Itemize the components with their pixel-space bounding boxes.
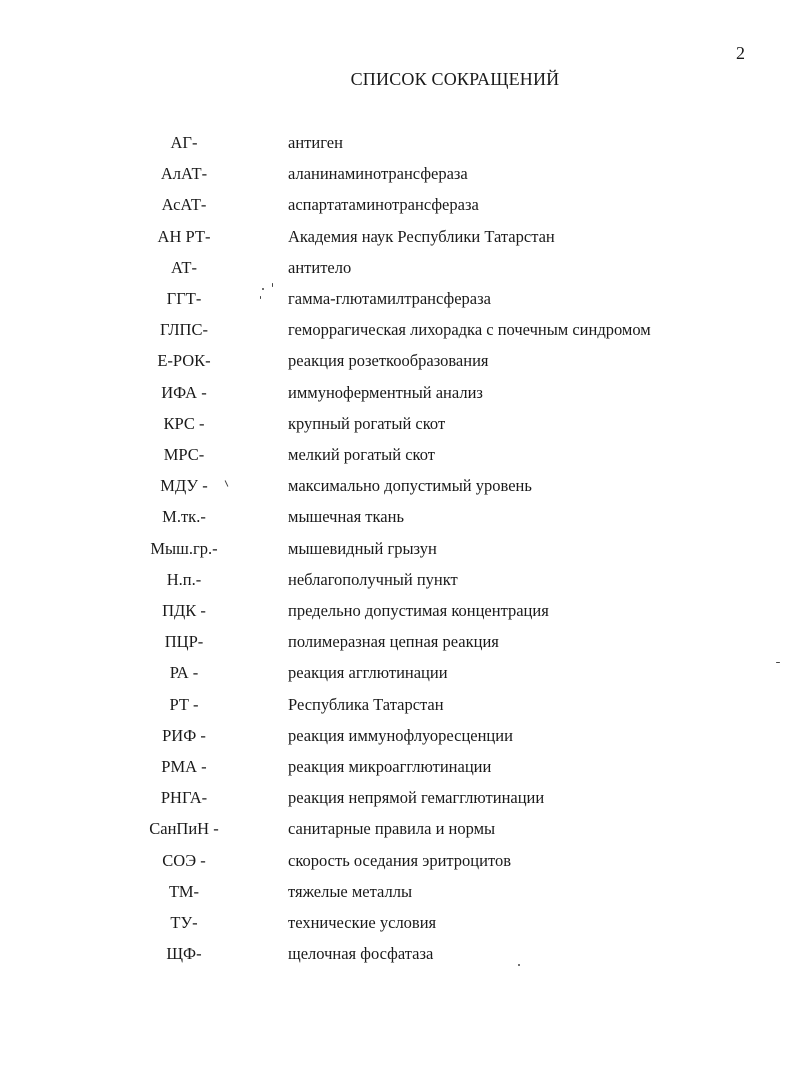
abbreviation-row bbox=[0, 911, 792, 935]
abbreviation-term: СОЭ - bbox=[162, 851, 206, 870]
abbreviation-term: М.тк.- bbox=[162, 507, 206, 526]
abbreviation-row bbox=[0, 724, 792, 748]
abbreviation-term: ПДК - bbox=[162, 601, 206, 620]
abbreviation-definition: аланинаминотрансфераза bbox=[288, 164, 468, 183]
abbreviation-term: ЩФ- bbox=[166, 944, 202, 963]
abbreviation-row bbox=[0, 880, 792, 904]
abbreviation-row bbox=[0, 256, 792, 280]
abbreviation-term: МРС- bbox=[163, 445, 205, 464]
abbreviation-row bbox=[0, 599, 792, 623]
abbreviation-definition: геморрагическая лихорадка с почечным синдромом bbox=[288, 320, 651, 339]
abbreviation-term: АлАТ- bbox=[160, 164, 208, 183]
page-number: 2 bbox=[736, 43, 745, 63]
abbreviation-row bbox=[0, 537, 792, 561]
abbreviation-row bbox=[0, 287, 792, 311]
scan-speck bbox=[518, 964, 520, 966]
abbreviation-term: РА - bbox=[169, 663, 199, 682]
abbreviation-row bbox=[0, 349, 792, 373]
abbreviation-row bbox=[0, 381, 792, 405]
abbreviation-term: РМА - bbox=[161, 757, 207, 776]
abbreviation-term: АсАТ- bbox=[161, 195, 207, 214]
abbreviation-term: ПЦР- bbox=[164, 632, 204, 651]
scan-speck bbox=[776, 662, 780, 663]
abbreviation-definition: полимеразная цепная реакция bbox=[288, 632, 499, 651]
abbreviation-row bbox=[0, 193, 792, 217]
abbreviation-row bbox=[0, 817, 792, 841]
abbreviation-term: ГГТ- bbox=[166, 289, 202, 308]
abbreviation-row bbox=[0, 693, 792, 717]
abbreviation-definition: реакция агглютинации bbox=[288, 663, 448, 682]
abbreviation-definition: реакция иммунофлуоресценции bbox=[288, 726, 513, 745]
abbreviation-definition: реакция розеткообразования bbox=[288, 351, 489, 370]
abbreviation-row bbox=[0, 849, 792, 873]
abbreviation-row bbox=[0, 474, 792, 498]
abbreviation-row bbox=[0, 630, 792, 654]
abbreviation-row bbox=[0, 505, 792, 529]
abbreviation-term: РТ - bbox=[169, 695, 199, 714]
abbreviation-term: РИФ - bbox=[162, 726, 206, 745]
abbreviation-term: АТ- bbox=[170, 258, 198, 277]
abbreviation-term: Е-РОК- bbox=[157, 351, 211, 370]
abbreviation-definition: реакция микроагглютинации bbox=[288, 757, 492, 776]
abbreviation-row bbox=[0, 412, 792, 436]
abbreviation-definition: щелочная фосфатаза bbox=[288, 944, 434, 963]
abbreviation-definition: санитарные правила и нормы bbox=[288, 819, 496, 838]
abbreviation-definition: технические условия bbox=[288, 913, 437, 932]
abbreviation-row bbox=[0, 162, 792, 186]
abbreviation-row bbox=[0, 755, 792, 779]
abbreviation-definition: мелкий рогатый скот bbox=[288, 445, 435, 464]
abbreviation-term: Н.п.- bbox=[166, 570, 202, 589]
abbreviation-term: КРС - bbox=[163, 414, 205, 433]
abbreviation-definition: гамма-глютамилтрансфераза bbox=[288, 289, 491, 308]
abbreviation-definition: крупный рогатый скот bbox=[288, 414, 446, 433]
abbreviation-row bbox=[0, 225, 792, 249]
abbreviation-row bbox=[0, 942, 792, 966]
abbreviation-row bbox=[0, 786, 792, 810]
abbreviation-row bbox=[0, 661, 792, 685]
abbreviation-definition: скорость оседания эритроцитов bbox=[288, 851, 511, 870]
abbreviation-definition: максимально допустимый уровень bbox=[288, 476, 532, 495]
page-title: СПИСОК СОКРАЩЕНИЙ bbox=[350, 69, 560, 89]
abbreviation-term: ГЛПС- bbox=[160, 320, 208, 339]
abbreviation-definition: тяжелые металлы bbox=[288, 882, 413, 901]
abbreviation-row bbox=[0, 131, 792, 155]
abbreviation-definition: Республика Татарстан bbox=[288, 695, 444, 714]
abbreviation-definition: Академия наук Республики Татарстан bbox=[288, 227, 555, 246]
abbreviation-definition: антиген bbox=[288, 133, 343, 152]
abbreviation-term: АН РТ- bbox=[157, 227, 211, 246]
abbreviation-definition: иммуноферментный анализ bbox=[288, 383, 483, 402]
abbreviation-definition: неблагополучный пункт bbox=[288, 570, 458, 589]
abbreviation-term: МДУ - bbox=[160, 476, 208, 495]
abbreviation-term: ИФА - bbox=[161, 383, 207, 402]
abbreviation-term: ТУ- bbox=[170, 913, 198, 932]
scan-speck bbox=[260, 296, 261, 299]
abbreviation-row bbox=[0, 443, 792, 467]
abbreviation-definition: мышечная ткань bbox=[288, 507, 404, 526]
abbreviation-term: АГ- bbox=[170, 133, 198, 152]
abbreviation-definition: антитело bbox=[288, 258, 352, 277]
abbreviation-definition: мышевидный грызун bbox=[288, 539, 437, 558]
abbreviation-term: РНГА- bbox=[160, 788, 208, 807]
scan-speck bbox=[262, 288, 264, 290]
abbreviation-definition: аспартатаминотрансфераза bbox=[288, 195, 479, 214]
abbreviation-definition: предельно допустимая концентрация bbox=[288, 601, 549, 620]
scan-speck bbox=[272, 283, 273, 287]
abbreviation-term: Мыш.гр.- bbox=[150, 539, 218, 558]
abbreviation-term: СанПиН - bbox=[149, 819, 219, 838]
abbreviation-row bbox=[0, 568, 792, 592]
abbreviation-row bbox=[0, 318, 792, 342]
abbreviation-term: ТМ- bbox=[168, 882, 200, 901]
abbreviation-definition: реакция непрямой гемагглютинации bbox=[288, 788, 545, 807]
